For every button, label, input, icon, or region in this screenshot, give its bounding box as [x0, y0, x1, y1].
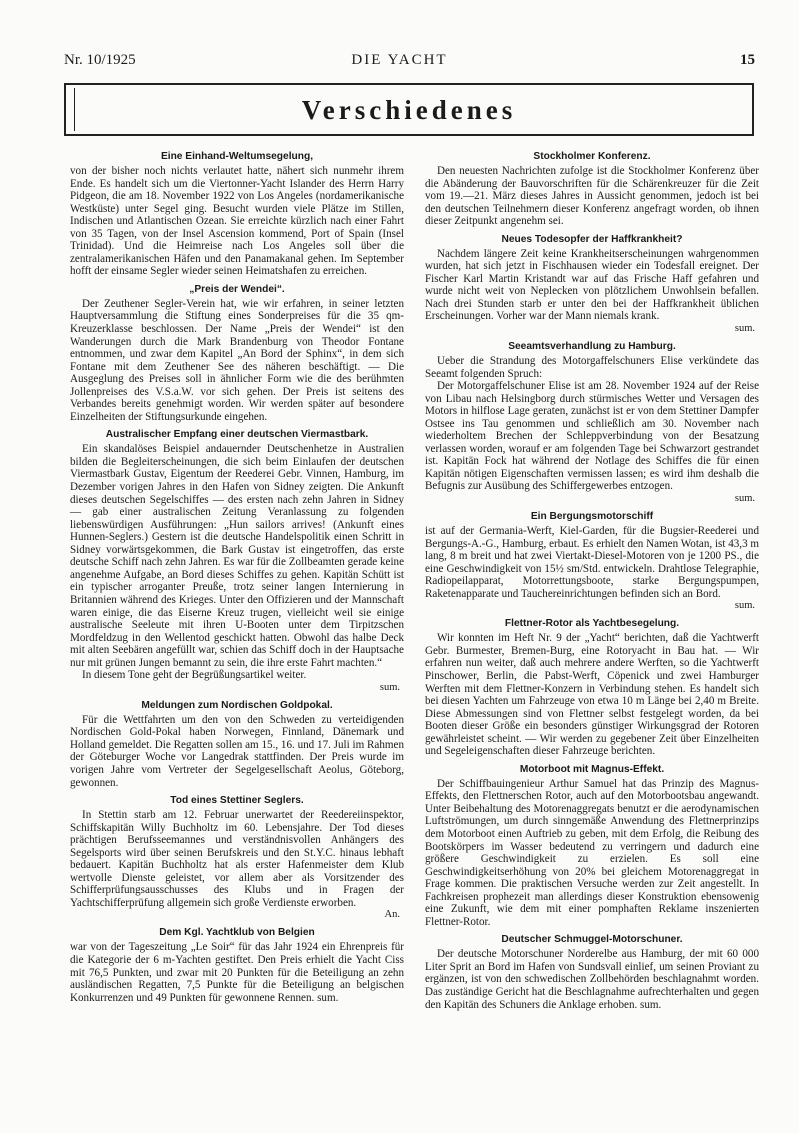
journal-name: DIE YACHT: [351, 52, 448, 68]
article-heading: Ein Bergungsmotorschiff: [530, 511, 654, 523]
article: [425, 233, 759, 335]
article-paragraph: In Stettin starb am 12. Februar unerwartet der Reedereiinspektor, Schiffskapitän Willy Buchholtz im 60. Lebensjahre. Der Tod dieses prächtigen Berufsseemannes und verständnisvollen Anhängers des Segelsports wird über seinen Berufskreis und den St.Y.C. hinaus lebhaft bedauert. Kapitän Buchholtz hat als erster Hafenmeister dem Klub wertvolle Dienste geleistet, vor allem aber als Vorsitzender des Schifferprüfungsausschusses des Klubs und in Fragen der Yachtschifferprüfung allgemein sich große Verdienste erworben.: [70, 809, 404, 909]
article-paragraph: ist auf der Germania-Werft, Kiel-Garden, für die Bugsier-Reederei und Bergungs-A.-G., Hamburg, erbaut. Es erhielt den Namen Wotan, ist 43,3 m lang, 8 m breit und hat zwei Viertakt-Diesel-Motoren von je 1200 PS., die eine Geschwindigkeit von 15½ sm/Std. entwickeln. Drahtlose Telegraphie, Radiopeilapparat, Motorrettungsboote, starke Bergungspumpen, Raketenapparate und Tauchereinrichtungen befinden sich an Bord.: [425, 525, 760, 600]
article-heading: Meldungen zum Nordischen Goldpokal.: [141, 699, 333, 711]
article-heading: Tod eines Stettiner Seglers.: [170, 795, 304, 807]
article-paragraph: von der bisher noch nichts verlautet hatte, nähert sich nunmehr ihrem Ende. Es handelt sich um die Viertonner-Yacht Islander des Herrn Harry Pidgeon, die am 18. November 1922 von Los Angeles (nordamerikanische Westküste) unter Segel ging. Besucht wurden viele Plätze im Stillen, Indischen und Atlantischen Ozean. Sie erreichte kürzlich nach einer Fahrt von 35 Tagen, von der Insel Ascension kommend, Port of Spain (Insel Trinidad). Und die Heimreise nach Los Angeles soll über die zentralamerikanischen Häfen und den Panamakanal gehen. Im September hofft der einsame Segler wieder seinen Heimatshafen zu erreichen.: [70, 165, 404, 278]
article: [70, 150, 404, 278]
article-signature: sum.: [379, 681, 400, 693]
article-signature: sum.: [734, 600, 755, 612]
article-heading: Flettner-Rotor als Yachtbesegelung.: [504, 618, 680, 630]
article-paragraph: Der deutsche Motorschuner Norderelbe aus Hamburg, der mit 60 000 Liter Sprit an Bord im Hafen von Sundsvall einlief, um seinen Proviant zu ergänzen, ist von den schwedischen Zollbehörden beschlagnahmt worden. Das zuständige Gericht hat die Beschlagnahme aufrechterhalten und gegen den Kapitän des Schuners die Anklage erhoben. sum.: [425, 948, 759, 1011]
issue-number: Nr. 10/1925: [64, 52, 136, 68]
article-paragraph: Der Schiffbauingenieur Arthur Samuel hat das Prinzip des Magnus-Effekts, den Flettnerschen Rotor, auch auf den Motorbootsbau angewandt. Unter Beibehaltung des Motorenaggregats benutzt er die aerodynamischen Luftströmungen, um durch sinngemäße Anwendung des Flettnerprinzips dem Motorboot einen Auftrieb zu geben, mit dem Erfolg, die Reibung des Bootskörpers im Wasser bedeutend zu verringern und dadurch eine größere Geschwindigkeit zu erzielen. Es soll eine Geschwindigkeitserhöhung von 20% bei gleichem Motorenaggregat in Frage kommen. Die praktischen Versuche werden zur Zeit angestellt. In Fachkreisen prophezeit man allerdings dieser Konstruktion ebensowenig eine Zukunft, wie dem mit einer pomphaften Reklame inszenierten Flettner-Rotor.: [425, 777, 759, 928]
article-signature: sum.: [734, 493, 755, 505]
article: [425, 510, 759, 612]
article-paragraph: war von der Tageszeitung „Le Soir“ für das Jahr 1924 ein Ehrenpreis für die Kategorie der 6 m-Yachten gestiftet. Den Preis erhielt die Yacht Ciss mit 76,5 Punkten, und zwar mit 20 Punkten für die Beteiligung an zehn ausländischen Regatten, 7,5 Punkte für die Beteiligung an belgischen Konkurrenzen und 49 Punkten für gewonnene Rennen. sum.: [70, 941, 404, 1004]
article-paragraph: Ueber die Strandung des Motorgaffelschuners Elise verkündete das Seeamt folgenden Spruch:: [425, 355, 759, 380]
article-heading: Dem Kgl. Yachtklub von Belgien: [159, 927, 315, 939]
article-paragraph: Der Zeuthener Segler-Verein hat, wie wir erfahren, in seiner letzten Hauptversammlung die Stiftung eines Sonderpreises für die 35 qm-Kreuzerklasse beschlossen. Der Name „Preis der Wendei“ ist den Wanderungen durch die Mark Brandenburg von Theodor Fontane entnommen, und zwar dem Kapitel „An Bord der Sphinx“, in dem sich Fontane mit dem Zeuthener See des näheren beschäftigt. — Die Ausgeglung des Preises soll in ähnlicher Form wie die des berühmten Jollenpreises des V.S.a.W. vor sich gehen. Der Preis ist seitens des Verbandes bereits genehmigt worden. Wir werden später auf besondere Einzelheiten der Stiftungsurkunde eingehen.: [70, 297, 404, 423]
article-heading: Deutscher Schmuggel-Motorschuner.: [501, 934, 683, 946]
left-column: [70, 150, 404, 1009]
article-paragraph: Der Motorgaffelschuner Elise ist am 28. November 1924 auf der Reise von Libau nach Helsingborg durch stürmisches Wetter und Versagen des Motors in hilflose Lage geraten, zunächst ist er von dem Stettiner Dampfer Ostsee ins Tau genommen und schließlich am 30. November nach wiederholtem Brechen der Schleppverbindung von der Besatzung verlassen worden, worauf er am folgenden Tage bei Schwarzort gestrandet ist. Kapitän Fock hat während der Notlage des Schiffes die für einen Kapitän nötigen Eigenschaften vermissen lassen; es wird ihm deshalb die Befugnis zur Ausübung des Schiffergewerbes entzogen.: [425, 380, 759, 493]
article-heading: Neues Todesopfer der Haffkrankheit?: [501, 233, 683, 245]
article: [425, 340, 759, 505]
article: [70, 283, 404, 423]
article-paragraph: Ein skandalöses Beispiel andauernder Deutschenhetze in Australien bilden die Begleiterscheinungen, die sich beim Einlaufen der deutschen Viermastbark Gustav, Eigentum der Reederei Gebr. Vinnen, Hamburg, im Dezember vorigen Jahres in den Hafen von Sidney zeigten. Die Ankunft dieses deutschen Segelschiffes — des ersten nach zehn Jahren in Sidney — gab einer australischen Zeitung Veranlassung zu folgenden liebenswürdigen Ausführungen: „Hun sailors arrives! (Ankunft eines Hunnen-Seglers.) Gestern ist die deutsche Handelspolitik einen Schritt in Sidney vorwärtsgekommen, die Bark Gustav ist eingetroffen, das erste deutsche Schiff nach zehn Jahren. Es war für die Zollbeamten gerade keine angenehme Aufgabe, an Bord dieses Schiffes zu gehen. Kapitän Schütt ist ein typischer arroganter Preuße, trotz seiner langen Internierung in Britannien während des Krieges. Unter den Offizieren und der Mannschaft waren einige, die das Eiserne Kreuz trugen, vielleicht weil sie einige australische Seeleute mit ihren U-Booten unter dem Tirpitzschen Mordfeldzug in den Wellentod geschickt hatten. Obwohl das halbe Deck mit alten Seebären angefüllt war, schien das Schiff doch in der Hauptsache nur mit grünen Jungen bemannt zu sein, die ihre erste Fahrt machten.“: [70, 443, 404, 669]
right-column: [425, 150, 759, 1016]
article-paragraph: In diesem Tone geht der Begrüßungsartikel weiter.: [82, 669, 307, 682]
article-signature: sum.: [734, 323, 755, 335]
article-paragraph: Für die Wettfahrten um den von den Schweden zu verteidigenden Nordischen Gold-Pokal haben Norwegen, Finnland, Dänemark und Holland gemeldet. Die Regatten sollen am 15., 16. und 17. Juli im Rahmen der Göteburger Woche vor Langedrak stattfinden. Der Preis wurde im vorigen Jahre vom Vertreter der Segelgesellschaft Aeolus, Göteborg, gewonnen.: [70, 713, 404, 789]
article: [70, 794, 404, 921]
article-paragraph: Wir konnten im Heft Nr. 9 der „Yacht“ berichten, daß die Yachtwerft Gebr. Burmester, Bremen-Burg, eine Rotoryacht in Bau hat. — Wir erfahren nun weiter, daß auch mehrere andere Werften, so die Yachtwerft Pinschower, Berlin, die Pabst-Werft, Cöpenick und zwei Hamburger Werften mit dem Flettner-Konzern in Verbindung stehen. Es handelt sich bei diesen Yachten um Fahrzeuge von etwa 10 m Länge bei 2,40 m Breite. Diese Abmessungen sind von Flettner selbst festgelegt worden, da bei Booten dieser Größe ein besonders günstiger Wirkungsgrad der Rotoren gewährleistet scheint. — Wir werden zu gegebener Zeit über Einzelheiten und Segeleigenschaften dieser Fahrzeuge berichten.: [425, 632, 759, 758]
article-paragraph: Nachdem längere Zeit keine Krankheitserscheinungen wahrgenommen wurden, hat sich jetzt in Fischhausen wieder ein Todesfall ereignet. Der Fischer Karl Martin Kristandt war auf das Frische Haff gefahren und wurde nicht weit von Neplecken von plötzlichem Unwohlsein befallen. Nach drei Stunden starb er unter den bei der Haffkrankheit üblichen Erscheinungen. Vorher war der Mann niemals krank.: [425, 247, 759, 323]
page-title: Verschiedenes: [301, 95, 517, 125]
article: [425, 150, 759, 228]
article-heading: Seeamtsverhandlung zu Hamburg.: [508, 341, 676, 353]
article: [425, 763, 759, 929]
article-heading: Eine Einhand-Weltumsegelung,: [160, 151, 314, 162]
article-heading: Australischer Empfang einer deutschen Viermastbark.: [105, 429, 369, 441]
article-heading: „Preis der Wendei“.: [189, 283, 285, 295]
page-number: 15: [740, 52, 755, 68]
article: [70, 428, 404, 693]
article: [425, 933, 759, 1011]
article: [425, 617, 759, 757]
article: [70, 926, 404, 1004]
article-heading: Stockholmer Konferenz.: [533, 151, 651, 162]
title-box: [64, 83, 754, 136]
article-heading: Motorboot mit Magnus-Effekt.: [519, 763, 665, 775]
article-paragraph: Den neuesten Nachrichten zufolge ist die Stockholmer Konferenz über die Abänderung der Bauvorschriften für die Schärenkreuzer für die Zeit vom 19.—21. März dieses Jahres in Aussicht genommen, jedoch ist bei den deutschen Teilnehmern dieser Konferenz angefragt worden, ob ihnen dieser Zeitpunkt angenehm sei.: [425, 165, 759, 228]
article-signature: An.: [384, 909, 400, 921]
article: [70, 699, 404, 789]
